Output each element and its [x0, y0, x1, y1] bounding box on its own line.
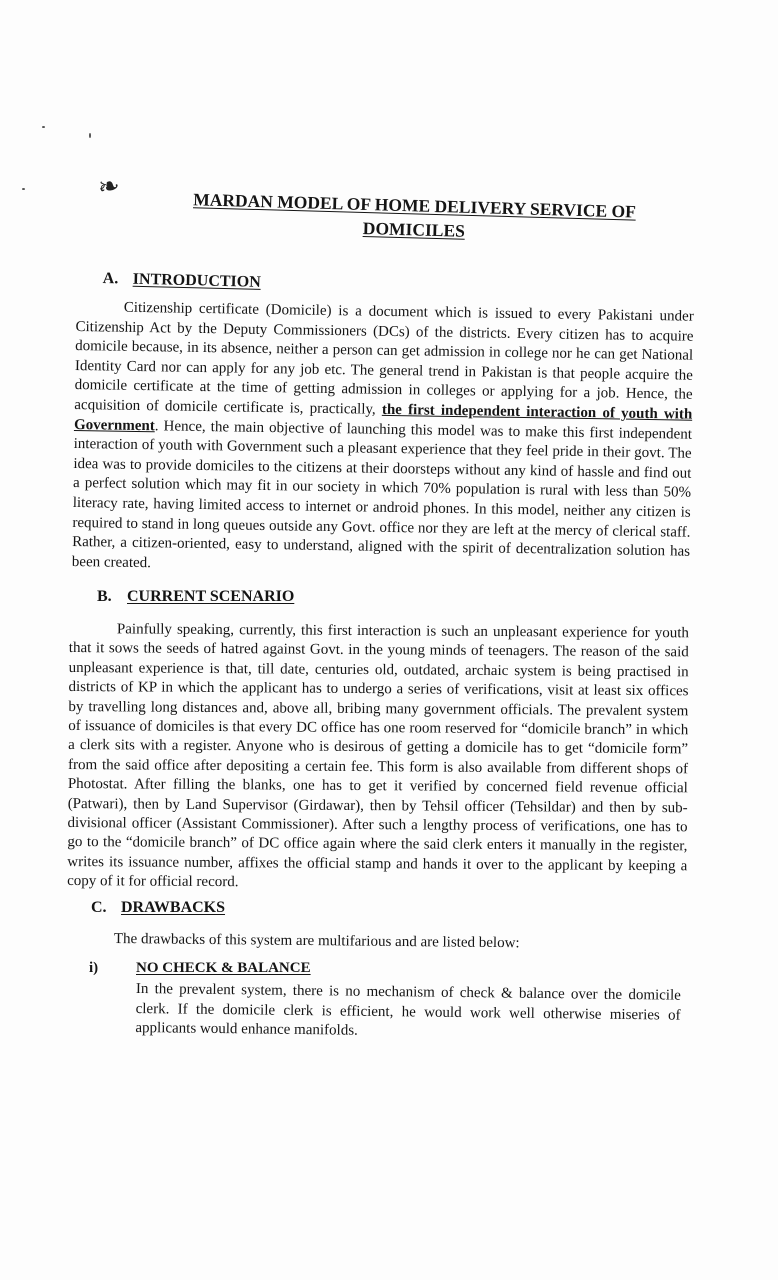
paragraph-text: Citizenship certificate (Domicile) is a document which is issued to every Pakistani under Citizenship Act by the Deputy Commissioners (DCs) of the districts. Every citizen has to acquire domicile because, in its absence, neither a person can get admission in college nor he can get National Identity Card nor can apply for any job etc. The general trend in Pakistan is that people acquire the domicile certificate at the time of getting admission in colleges or applying for a job. Hence, the acquisition of domicile certificate is, practically, [74, 299, 694, 418]
emphasized-text: the first independent interaction of youth with Government [73, 401, 693, 434]
title-line-2: DOMICILES [362, 217, 466, 241]
introduction-paragraph [72, 298, 694, 582]
section-title: CURRENT SCENARIO [127, 588, 295, 605]
section-label: A. [102, 270, 119, 288]
scan-speck [22, 188, 25, 190]
section-label: C. [91, 899, 107, 916]
section-title: INTRODUCTION [132, 270, 261, 291]
item-text: In the prevalent system, there is no mechanism of check & balance over the domicile clerk. If the domicile clerk is efficient, he would work well otherwise miseries of applicants would enhance manifolds. [135, 980, 681, 1039]
scan-speck [89, 133, 91, 138]
drawbacks-intro: The drawbacks of this system are multifarious and are listed below: [113, 931, 520, 952]
paragraph-text: . Hence, the main objective of launching this model was to make this first independent interaction of youth with Government such a pleasant experience that they feel pride in their govt. The idea was to provide domiciles to the citizens at their doorsteps without any kind of hassle and find out a perfect solution which may fit in our society in which 70% population is rural with less than 50% literacy rate, having limited access to internet or android phones. In this model, neither any citizen is required to stand in long queues outside any Govt. office nor they are left at the mercy of clerical staff. Rather, a citizen-oriented, easy to understand, aligned with the spirit of decentralization solution has been created. [71, 417, 693, 571]
section-heading-introduction [103, 270, 261, 292]
item-title: NO CHECK & BALANCE [136, 960, 311, 976]
current-scenario-paragraph [67, 620, 689, 896]
section-heading-current-scenario [97, 588, 294, 606]
section-label: B. [97, 588, 112, 605]
scan-speck [42, 126, 45, 128]
handwritten-mark: ❧ [96, 170, 122, 203]
item-numeral: i) [89, 960, 99, 976]
title-line-1: MARDAN MODEL OF HOME DELIVERY SERVICE OF [192, 189, 637, 222]
paragraph-text: Painfully speaking, currently, this first interaction is such an unpleasant experience for youth that it sows the seeds of hatred against Govt. in the young minds of teenagers. The reason of the said unpleasant experience is that, till date, centuries old, outdated, archaic system is being practised in districts of KP in which the applicant has to undergo a series of verifications, visit at least six offices by travelling long distances and, above all, bribing many government officials. The prevalent system of issuance of domiciles is that every DC office has one room reserved for “domicile branch” in which a clerk sits with a register. Anyone who is desirous of getting a domicile has to get “domicile form” from the said office after depositing a certain fee. This form is also available from different shops of Photostat. After filling the blanks, one has to get it verified by concerned field revenue official (Patwari), then by Land Supervisor (Girdawar), then by Tehsil officer (Tehsildar) and then by sub-divisional officer (Assistant Commissioner). After such a lengthy process of verifications, one has to go to the “domicile branch” of DC office again where the said clerk enters it manually in the register, writes its issuance number, affixes the official stamp and hands it over to the applicant by keeping a copy of it for official record. [67, 621, 689, 891]
section-title: DRAWBACKS [121, 899, 226, 916]
section-heading-drawbacks [91, 899, 225, 917]
document-title [149, 186, 680, 249]
